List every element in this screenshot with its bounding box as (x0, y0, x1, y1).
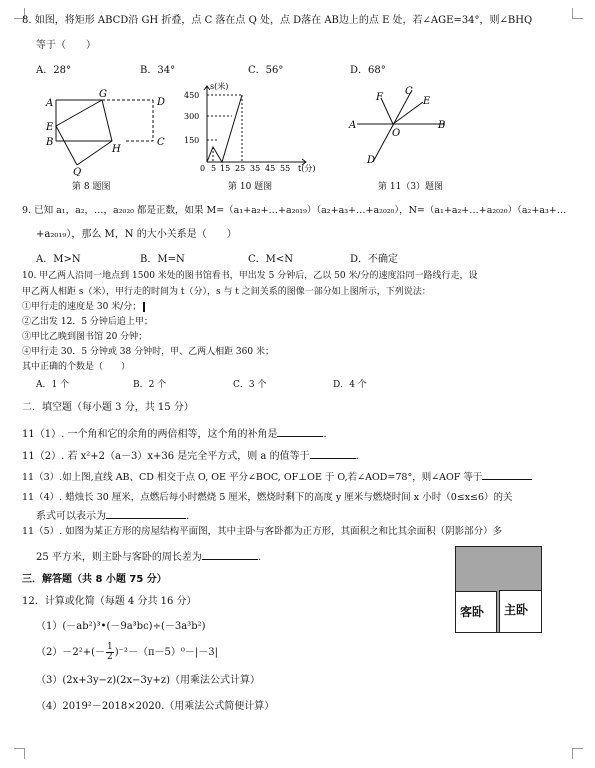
fig10-xtick-35: 35 (250, 164, 261, 173)
figure-10-caption: 第 10 题图 (228, 182, 273, 192)
fill-11-3-text: 11（3）.如上图,直线 AB、CD 相交于点 O, OE 平分∠BOC, OF⊥OE 于 O,若∠AOD=78°，则∠AOF 等于 (22, 472, 483, 483)
fig11-label-o: O (392, 128, 401, 139)
crop-mark-bottom-left (14, 748, 25, 759)
section-3-heading: 三．解答题（共 8 小题 75 分） (22, 574, 167, 585)
fig10-ytick-300: 300 (184, 112, 200, 121)
fraction-denominator: 2 (107, 652, 113, 662)
q9-stem-line1: 9. 已知 a₁，a₂，…，a₂₀₂₀ 都是正数，如果 M=（a₁+a₂+…+a₂₀₁₉）（a₂+a₃+…+a₂₀₂₀），N=（a₁+a₂+…+a₂₀₂₀）（a₂+a₃+… (22, 205, 567, 216)
q10-option-c: C．3 个 (233, 380, 267, 390)
q10-statement-3: ③甲比乙晚到图书馆 20 分钟； (22, 332, 148, 342)
fig10-xtick-55: 55 (280, 164, 291, 173)
fig10-y-axis-label: s(米) (210, 82, 229, 91)
q8-option-a: A．28° (36, 65, 71, 76)
fig8-label-h: H (112, 144, 121, 155)
guest-bedroom-label: 客卧 (460, 605, 485, 619)
fill-11-4-line2 (36, 507, 189, 522)
q8-option-d: D．68° (350, 65, 386, 76)
fig8-label-d: D (157, 97, 166, 108)
q10-option-b: B．2 个 (133, 380, 167, 390)
fill-11-5-period: . (257, 552, 262, 563)
fill-11-4-text: 系式可以表示为 (36, 511, 106, 522)
q10-statement-2: ②乙出发 12．5 分钟后追上甲； (22, 317, 153, 327)
fill-11-2-text: 11（2）. 若 x²+2（a－3）x+36 是完全平方式，则 a 的值等于 (22, 451, 310, 462)
q12-part-3: （3）(2x+3y−z)(2x−3y+z)（用乘法公式计算） (36, 675, 261, 686)
q10-option-a: A．1 个 (36, 380, 70, 390)
house-plan-figure (455, 546, 542, 633)
fill-11-5-text: 25 平方米，则主卧与客卧的周长差为 (36, 552, 202, 563)
section-2-heading: 二．填空题（每小题 3 分，共 15 分） (22, 402, 194, 413)
fig10-ytick-450: 450 (184, 91, 200, 100)
q9-stem-line2: +a₂₀₁₉），那么 M，N 的大小关系是（ ） (36, 229, 237, 240)
fill-11-2-answer-blank[interactable] (310, 448, 356, 459)
crop-mark-top-right (572, 8, 583, 19)
q10-question: 其中正确的个数是（ ） (22, 362, 131, 372)
fill-11-1-period: . (323, 429, 327, 440)
fig8-label-e: E (46, 122, 54, 133)
figure-11-3-lines-diagram (345, 84, 460, 174)
q12-part-2 (36, 643, 218, 662)
fig8-label-c: C (157, 137, 165, 148)
q10-statement-1-text: ①甲行走的速度是 30 米/分； (22, 302, 142, 312)
fig11-label-e: E (423, 96, 431, 107)
crop-mark-bottom-right (572, 748, 583, 759)
text-cursor (143, 302, 145, 312)
fill-11-4-period: . (186, 511, 190, 522)
fig8-label-g: G (99, 89, 107, 100)
fig11-label-c: C (405, 86, 413, 97)
fraction-numerator: 1 (107, 642, 113, 652)
fig8-label-b: B (46, 137, 54, 148)
q8-stem-line2: 等于（ ） (36, 40, 96, 51)
fill-11-5-answer-blank[interactable] (202, 549, 258, 560)
fig10-ytick-150: 150 (184, 136, 200, 145)
q8-stem-line1: 8. 如图，将矩形 ABCD沿 GH 折叠，点 C 落在点 Q 处，点 D落在 AB边上的点 E 处，若∠AGE=34°，则∠BHQ (22, 15, 533, 26)
fill-11-5-line1: 11（5）. 如图为某正方形的房屋结构平面图，其中主卧与客卧都为正方形，其面积之和比其余面积（阴影部分）多 (22, 526, 503, 537)
q9-option-a: A．M>N (36, 254, 81, 265)
fig10-xtick-5: 5 (211, 164, 217, 173)
fig11-label-d: D (367, 155, 376, 166)
q12-part-2-text-b: )⁻²－（π－5）⁰－|－3| (114, 647, 218, 658)
q10-statement-1 (22, 299, 145, 312)
fill-11-3-answer-blank[interactable] (482, 469, 532, 480)
q8-option-c: C．56° (248, 65, 284, 76)
q9-option-d: D．不确定 (350, 254, 399, 265)
fig10-xtick-25: 25 (235, 164, 246, 173)
fill-11-5-line2 (36, 548, 261, 563)
fig11-label-f: F (376, 92, 383, 103)
fig10-xtick-15: 15 (220, 164, 231, 173)
q9-option-c: C．M<N (248, 254, 294, 265)
fig10-x-axis-label: t(分) (298, 164, 316, 173)
q10-stem-line2: 甲乙两人相距 s（米），甲行走的时间为 t（分），s 与 t 之间关系的图像一部分如上图所示，下列说法： (22, 287, 431, 297)
q10-stem-line1: 10. 甲乙两人沿同一地点到 1500 米处的图书馆看书，甲出发 5 分钟后，乙以 50 米/分的速度沿同一路线行走，设 (22, 271, 478, 281)
fig8-label-a: A (46, 98, 54, 109)
q10-statement-4: ④甲行走 30．5 分钟或 38 分钟时，甲、乙两人相距 360 米； (22, 347, 274, 357)
fill-11-1-answer-blank[interactable] (277, 426, 323, 437)
fill-11-1-text: 11（1）. 一个角和它的余角的两倍相等，这个角的补角是 (22, 429, 278, 440)
figure-11-3-caption: 第 11（3）题图 (378, 182, 444, 192)
fill-11-2 (22, 447, 359, 462)
fill-11-3 (22, 469, 532, 483)
fill-11-1 (22, 425, 327, 440)
q8-option-b: B．34° (140, 65, 176, 76)
q9-option-b: B．M=N (140, 254, 185, 265)
q12-title: 12．计算或化简（每题 4 分共 16 分） (22, 596, 197, 607)
fig11-label-b: B (438, 120, 446, 131)
q12-part-4: （4）2019²－2018×2020.（用乘法公式简便计算） (36, 701, 275, 712)
fig8-label-q: Q (73, 167, 82, 176)
fig10-xtick-0: 0 (200, 164, 206, 173)
fill-11-4-line1: 11（4）. 蜡烛长 30 厘米，点燃后每小时燃烧 5 厘米，燃烧时剩下的高度 y 厘米与燃烧时间 x 小时（0≤x≤6）的关 (22, 492, 513, 503)
q12-part-2-text-a: （2）－2²+(－ (36, 647, 106, 658)
fill-11-2-period: . (355, 451, 359, 462)
q12-part-1: （1）(－ab²)³•(－9a³bc)÷(－3a³b²) (36, 621, 206, 632)
fig10-xtick-45: 45 (265, 164, 276, 173)
figure-8-fold-diagram (40, 86, 180, 176)
fill-11-4-answer-blank[interactable] (106, 508, 186, 519)
master-bedroom-label: 主卧 (504, 603, 529, 617)
q10-option-d: D．4 个 (333, 380, 367, 390)
figure-10-graph (180, 80, 330, 180)
figure-8-caption: 第 8 题图 (72, 182, 111, 192)
fig11-label-a: A (349, 120, 357, 131)
q12-part-2-fraction (106, 643, 114, 662)
